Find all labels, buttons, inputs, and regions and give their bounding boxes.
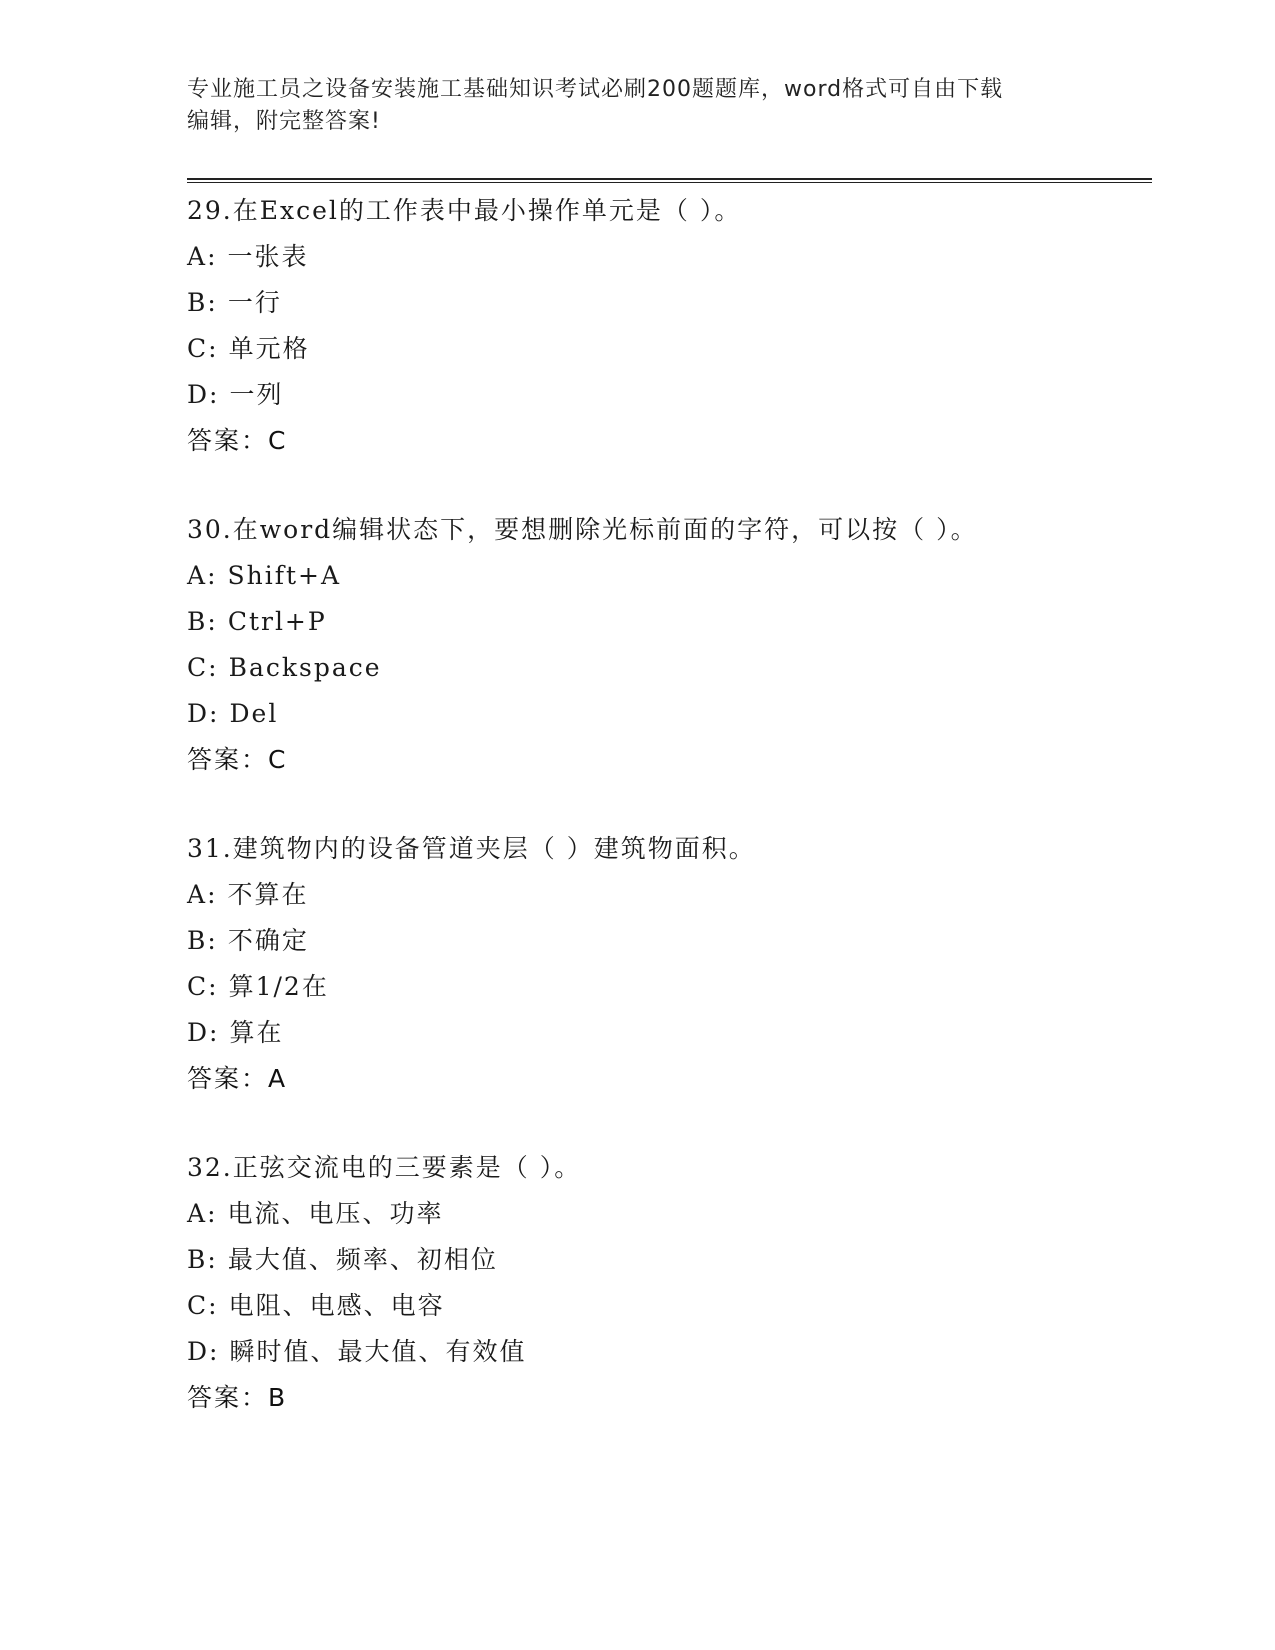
question-stem [187, 1145, 1147, 1191]
option-separator: : [207, 880, 218, 909]
question-30 [187, 507, 1147, 783]
option-b [187, 1237, 1147, 1283]
question-stem-text: 31.建筑物内的设备管道夹层（ ）建筑物面积。 [187, 834, 756, 863]
option-separator: : [209, 699, 220, 728]
option-key: C [187, 972, 209, 1001]
option-d [187, 691, 1147, 737]
document-header [187, 74, 1067, 138]
option-key: A [187, 561, 208, 590]
option-text: Del [229, 699, 279, 728]
option-c [187, 326, 1147, 372]
option-b [187, 280, 1147, 326]
option-d [187, 372, 1147, 418]
option-separator: : [208, 1291, 219, 1320]
option-text: 算在 [229, 1018, 284, 1047]
option-separator: : [208, 334, 219, 363]
answer: 答案：C [187, 745, 288, 774]
question-stem-text: 29.在Excel的工作表中最小操作单元是（ ）。 [187, 196, 742, 225]
question-stem [187, 826, 1147, 872]
question-stem-text: 30.在word编辑状态下，要想删除光标前面的字符，可以按（ ）。 [187, 515, 978, 544]
header-title-line2: 编辑，附完整答案! [187, 109, 381, 134]
option-text: Ctrl+P [227, 607, 327, 636]
option-text: Backspace [228, 653, 382, 682]
option-key: D [187, 1018, 210, 1047]
option-key: D [187, 1337, 210, 1366]
option-key: B [187, 607, 208, 636]
option-text: 最大值、频率、初相位 [227, 1245, 498, 1274]
option-a [187, 1191, 1147, 1237]
answer: 答案：A [187, 1064, 288, 1093]
option-key: A [187, 880, 208, 909]
option-text: 电阻、电感、电容 [228, 1291, 445, 1320]
question-32 [187, 1145, 1147, 1421]
question-31 [187, 826, 1147, 1102]
option-key: C [187, 1291, 209, 1320]
option-separator: : [208, 972, 219, 1001]
option-separator: : [207, 1245, 218, 1274]
option-c [187, 964, 1147, 1010]
question-stem [187, 507, 1147, 553]
option-separator: : [207, 561, 218, 590]
question-stem-text: 32.正弦交流电的三要素是（ ）。 [187, 1153, 582, 1182]
option-separator: : [207, 1199, 218, 1228]
option-key: D [187, 380, 210, 409]
option-text: 电流、电压、功率 [227, 1199, 444, 1228]
option-a [187, 553, 1147, 599]
option-c [187, 645, 1147, 691]
option-text: 一张表 [227, 242, 309, 271]
option-d [187, 1010, 1147, 1056]
option-separator: : [209, 1018, 220, 1047]
answer: 答案：B [187, 1383, 288, 1412]
header-title-line1: 专业施工员之设备安装施工基础知识考试必刷200题题库，word格式可自由下载 [187, 77, 1004, 102]
option-separator: : [207, 242, 218, 271]
question-29 [187, 188, 1147, 464]
answer: 答案：C [187, 426, 288, 455]
option-key: B [187, 288, 208, 317]
option-c [187, 1283, 1147, 1329]
option-separator: : [209, 380, 220, 409]
option-b [187, 918, 1147, 964]
option-text: 一列 [229, 380, 284, 409]
option-key: C [187, 334, 209, 363]
option-text: 瞬时值、最大值、有效值 [229, 1337, 527, 1366]
option-separator: : [207, 607, 218, 636]
option-separator: : [207, 926, 218, 955]
option-text: 单元格 [228, 334, 310, 363]
option-key: B [187, 1245, 208, 1274]
option-text: 不确定 [227, 926, 309, 955]
header-double-rule [187, 178, 1152, 183]
option-a [187, 234, 1147, 280]
option-text: 一行 [227, 288, 282, 317]
option-d [187, 1329, 1147, 1375]
option-text: Shift+A [227, 561, 342, 590]
option-key: A [187, 1199, 208, 1228]
option-key: C [187, 653, 209, 682]
option-key: D [187, 699, 210, 728]
option-key: B [187, 926, 208, 955]
option-separator: : [209, 1337, 220, 1366]
option-key: A [187, 242, 208, 271]
option-a [187, 872, 1147, 918]
option-b [187, 599, 1147, 645]
option-separator: : [207, 288, 218, 317]
option-separator: : [208, 653, 219, 682]
question-stem [187, 188, 1147, 234]
option-text: 不算在 [227, 880, 309, 909]
option-text: 算1/2在 [228, 972, 329, 1001]
